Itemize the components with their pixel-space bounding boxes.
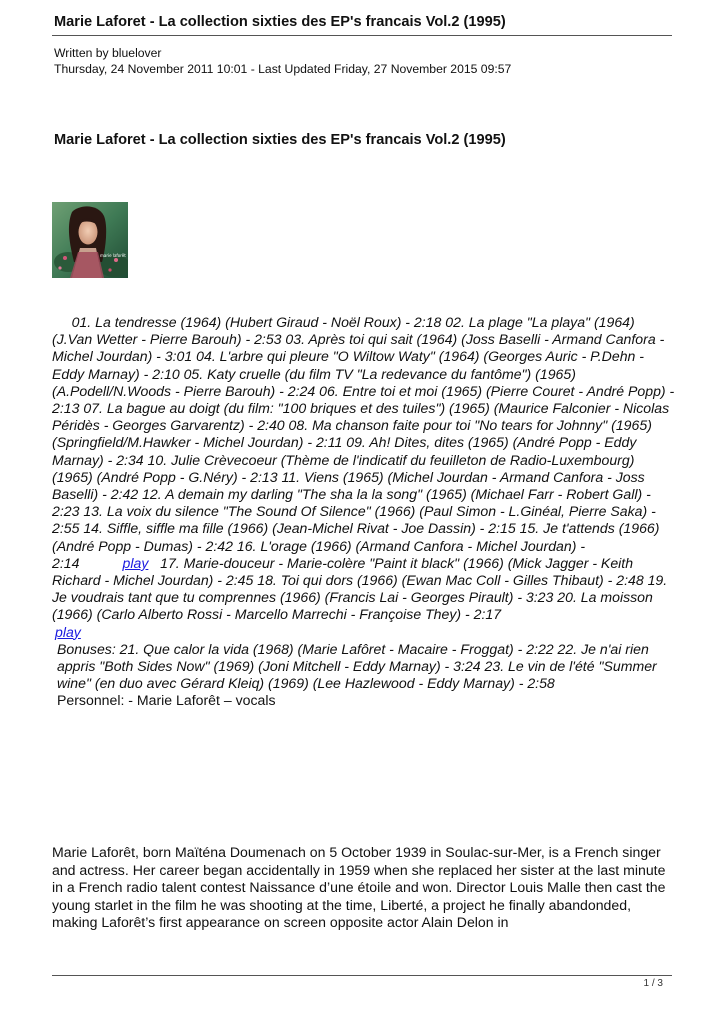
tracklist-text-1: 01. La tendresse (1964) (Hubert Giraud - Noël Roux) - 2:18 02. La plage "La playa" (1964) (J.Van Wetter - Pierre Barouh) - 2:53 03. Après toi qui sait (1964) (Joss Baselli - Armand Canfora - Michel Jourdan) - 3:01 04. L'arbre qui pleure "O Wiltow Waty" (1964) (Georges Auric - P.Dehn - Eddy Marnay) - 2:10 05. Katy cruelle (du film TV "La redevance du fantôme") (1965) (A.Podell/N.Woods - Pierre Barouh) - 2:24 06. Entre toi et moi (1965) (Pierre Couret - André Popp) - 2:13 07. La bague au doigt (du film: "100 briques et des tuiles") (1965) (Maurice Falconier - Nicolas Péridès - Georges Garvarentz) - 2:40 08. Ma chanson faite pour toi "No tears for Johnny" (1965) (Springfield/M.Hawker - Michel Jourdan) - 2:11 09. Ah! Dites, dites (1965) (André Popp - Eddy Marnay) - 2:34 10. Julie Crèvecoeur (Thème de l'indicatif du feuilleton de Radio-Luxembourg) (1965) (André Popp - G.Néry) - 2:13 11. Viens (1965) (Michel Jourdan - Armand Canfora - Joss Baselli) - 2:42 12. A demain my darling "The sha la la song" (1965) (Michael Farr - Robert Gall) - 2:23 13. La voix du silence "The Sound Of Silence" (1966) (Paul Simon - L.Ginéal, Pierre Saka) - 2:55 14. Siffle, siffle ma fille (1966) (Jean-Michel Rivat - Joe Dassin) - 2:15 15. Je t'attends (1966) (André Popp - Dumas) - 2:42 16. L'orage (1966) (Armand Canfora - Michel Jourdan) - 2:14 <box>52 314 675 571</box>
play-link[interactable]: play <box>122 554 149 571</box>
biography <box>52 844 676 932</box>
article-title: Marie Laforet - La collection sixties des EP's francais Vol.2 (1995) <box>54 132 506 148</box>
author-line: Written by bluelover <box>54 46 162 60</box>
bonus-tracks: Bonuses: 21. Que calor la vida (1968) (Marie Lafôret - Macaire - Froggat) - 2:22 22. Je n'ai rien appris "Both Sides Now" (1969) (Joni Mitchell - Eddy Marnay) - 3:24 23. Le vin de l'été "Summer wine" (en duo avec Gérard Kleiq) (1969) (Lee Hazlewood - Eddy Marnay) - 2:58 <box>57 640 657 692</box>
bio-paragraph: Marie Laforêt, born Maïténa Doumenach on 5 October 1939 in Soulac-sur-Mer, is a French singer and actress. Her career began accidentally in 1959 when she replaced her sister at the last minute in a French radio talent contest Naissance d’une étoile and won. Director Louis Malle then cast the young starlet in the film he was shooting at the time, Liberté, a project he finally abandonded, making Laforêt’s first appearance on screen opposite actor Alain Delon in <box>52 844 666 931</box>
header-divider <box>52 35 672 36</box>
footer-divider <box>52 975 672 976</box>
page-header-title: Marie Laforet - La collection sixties des EP's francais Vol.2 (1995) <box>54 14 506 30</box>
date-line: Thursday, 24 November 2011 10:01 - Last Updated Friday, 27 November 2015 09:57 <box>54 61 512 76</box>
article-meta <box>54 46 694 77</box>
tracklist <box>52 314 676 710</box>
tracklist-paragraph <box>52 314 676 641</box>
album-cover-image <box>52 202 128 278</box>
personnel-line: Personnel: - Marie Laforêt – vocals <box>57 692 276 709</box>
page-number: 1 / 3 <box>643 978 663 989</box>
tracklist-text-2: 17. Marie-douceur - Marie-colère "Paint it black" (1966) (Mick Jagger - Keith Richard - Michel Jourdan) - 2:45 18. Toi qui dors (1966) (Ewan Mac Coll - Gilles Thibaut) - 2:48 19. Je voudrais tant que tu comprennes (1966) (Francis Lai - Georges Pirault) - 3:23 20. La moisson (1966) (Carlo Alberto Rossi - Marcello Marrechi - Françoise They) - 2:17 <box>52 554 668 623</box>
play-link-2[interactable]: play <box>55 623 81 640</box>
cover-caption: marie laforêt <box>100 253 126 258</box>
